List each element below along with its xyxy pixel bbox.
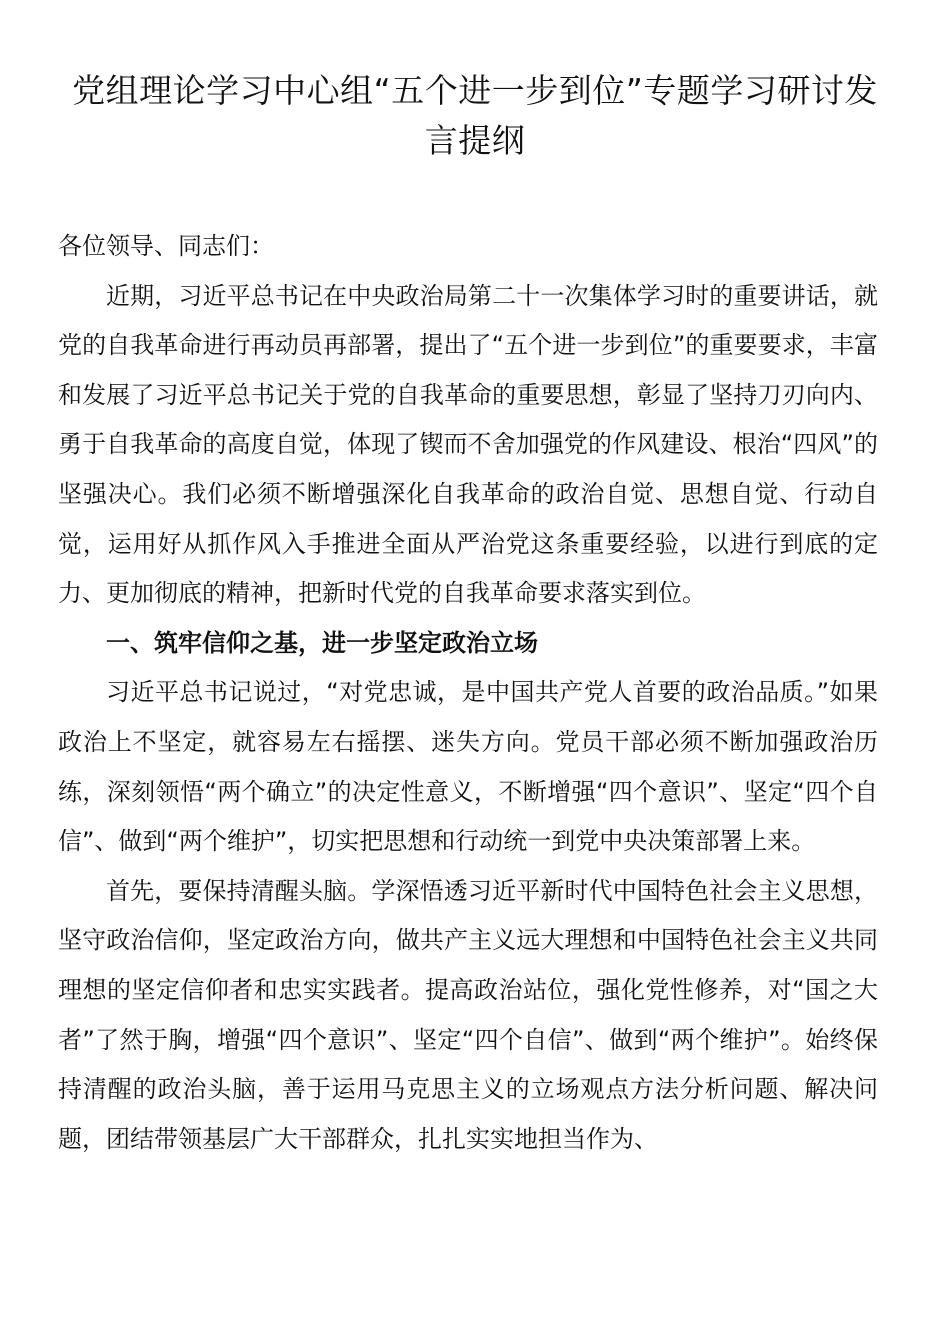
intro-paragraph: 近期，习近平总书记在中央政治局第二十一次集体学习时的重要讲话，就党的自我革命进行再动员再部署，提出了“五个进一步到位”的重要要求，丰富和发展了习近平总书记关于党的自我革命的重要思想，彰显了坚持刀刃向内、勇于自我革命的高度自觉，体现了锲而不舍加强党的作风建设、根治“四风”的坚强决心。我们必须不断增强深化自我革命的政治自觉、思想自觉、行动自觉，运用好从抓作风入手推进全面从严治党这条重要经验，以进行到底的定力、更加彻底的精神，把新时代党的自我革命要求落实到位。 bbox=[58, 281, 878, 608]
salutation: 各位领导、同志们： bbox=[58, 232, 274, 260]
document-body bbox=[58, 222, 878, 1164]
section-1-paragraph-2: 首先，要保持清醒头脑。学深悟透习近平新时代中国特色社会主义思想，坚守政治信仰，坚定政治方向，做共产主义远大理想和中国特色社会主义共同理想的坚定信仰者和忠实实践者。提高政治站位，强化党性修养，对“国之大者”了然于胸，增强“四个意识”、坚定“四个自信”、做到“两个维护”。始终保持清醒的政治头脑，善于运用马克思主义的立场观点方法分析问题、解决问题，团结带领基层广大干部群众，扎扎实实地担当作为、 bbox=[58, 876, 878, 1153]
document-title: 党组理论学习中心组“五个进一步到位”专题学习研讨发言提纲 bbox=[72, 71, 878, 160]
section-heading-1: 一、筑牢信仰之基，进一步坚定政治立场 bbox=[106, 628, 538, 657]
section-1-paragraph-1: 习近平总书记说过，“对党忠诚，是中国共产党人首要的政治品质。”如果政治上不坚定，就容易左右摇摆、迷失方向。党员干部必须不断加强政治历练，深刻领悟“两个确立”的决定性意义，不断增强“四个意识”、坚定“四个自信”、做到“两个维护”，切实把思想和行动统一到党中央决策部署上来。 bbox=[58, 678, 878, 856]
